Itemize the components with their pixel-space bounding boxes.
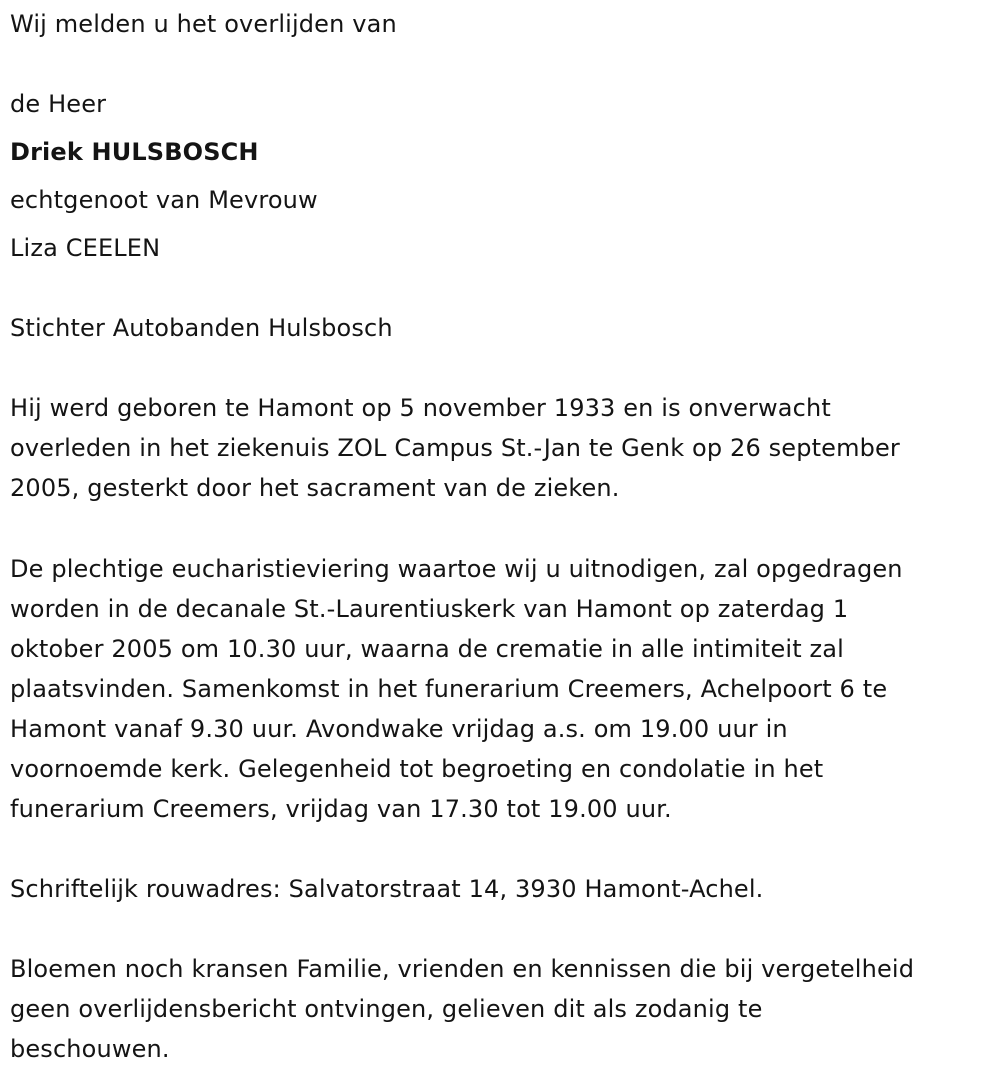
spouse-label: echtgenoot van Mevrouw bbox=[10, 186, 318, 214]
ceremony-line: worden in de decanale St.-Laurentiuskerk van Hamont op zaterdag 1 bbox=[10, 595, 849, 623]
spouse-name: Liza CEELEN bbox=[10, 234, 161, 262]
ceremony-line: oktober 2005 om 10.30 uur, waarna de crematie in alle intimiteit zal bbox=[10, 635, 844, 663]
birth-death-line: 2005, gesterkt door het sacrament van de zieken. bbox=[10, 474, 620, 502]
deceased-name: Driek HULSBOSCH bbox=[10, 138, 259, 166]
ceremony-line: De plechtige eucharistieviering waartoe wij u uitnodigen, zal opgedragen bbox=[10, 555, 903, 583]
address-line: Schriftelijk rouwadres: Salvatorstraat 14, 3930 Hamont-Achel. bbox=[10, 875, 764, 903]
intro-line: Wij melden u het overlijden van bbox=[10, 10, 397, 38]
birth-death-line: overleden in het ziekenuis ZOL Campus St.-Jan te Genk op 26 september bbox=[10, 434, 900, 462]
closing-line: beschouwen. bbox=[10, 1035, 170, 1063]
ceremony-line: funerarium Creemers, vrijdag van 17.30 tot 19.00 uur. bbox=[10, 795, 672, 823]
closing-line: Bloemen noch kransen Familie, vrienden en kennissen die bij vergetelheid bbox=[10, 955, 915, 983]
ceremony-line: Hamont vanaf 9.30 uur. Avondwake vrijdag a.s. om 19.00 uur in bbox=[10, 715, 788, 743]
closing-line: geen overlijdensbericht ontvingen, gelieven dit als zodanig te bbox=[10, 995, 763, 1023]
salutation: de Heer bbox=[10, 90, 107, 118]
role-line: Stichter Autobanden Hulsbosch bbox=[10, 314, 393, 342]
ceremony-line: voornoemde kerk. Gelegenheid tot begroeting en condolatie in het bbox=[10, 755, 824, 783]
ceremony-line: plaatsvinden. Samenkomst in het funerarium Creemers, Achelpoort 6 te bbox=[10, 675, 888, 703]
birth-death-line: Hij werd geboren te Hamont op 5 november 1933 en is onverwacht bbox=[10, 394, 831, 422]
